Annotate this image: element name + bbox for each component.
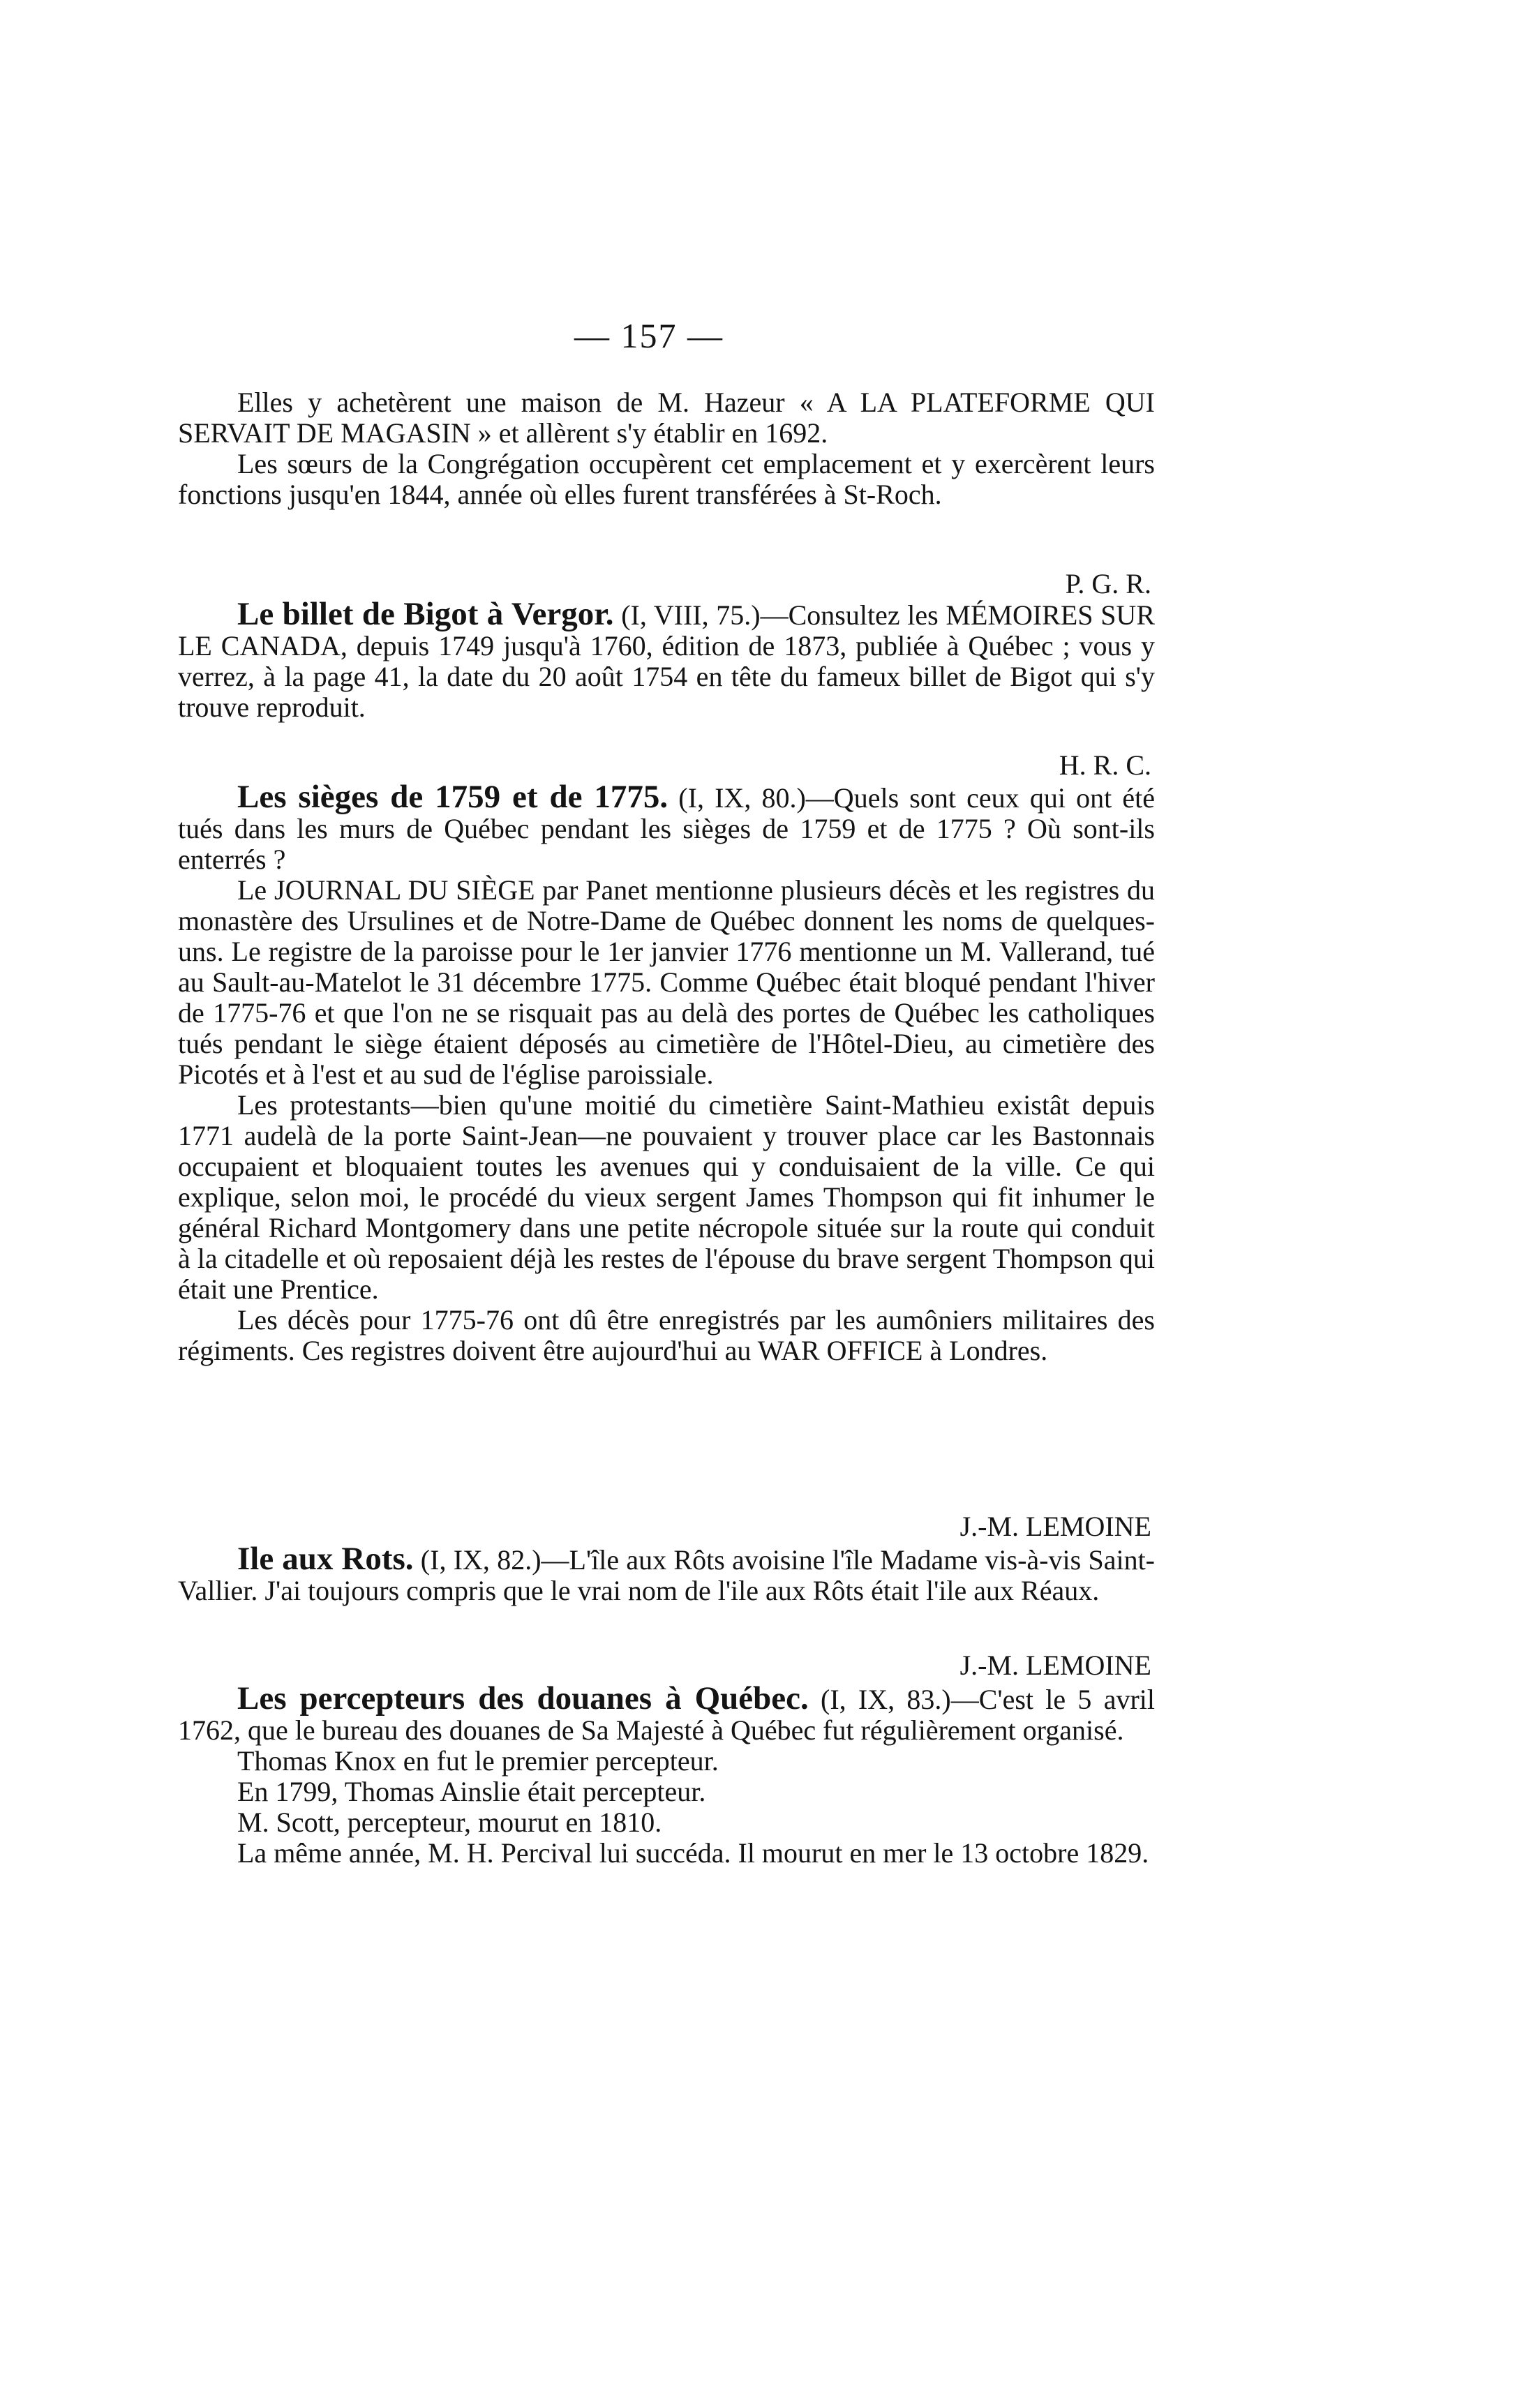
article-bigot — [178, 596, 1156, 723]
douanes-line-2: En 1799, Thomas Ainslie était percepteur. — [237, 1776, 706, 1807]
intro-section — [178, 387, 1155, 510]
signature-lemoine-2: J.-M. LEMOINE — [959, 1650, 1151, 1681]
article-douanes — [178, 1680, 1155, 1869]
douanes-line-4: La même année, M. H. Percival lui succéda. Il mourut en mer le 13 octobre 1829. — [237, 1837, 1149, 1869]
article-text-bigot: (I, VIII, 75.)—Consultez les MÉMOIRES SUR LE CANADA, depuis 1749 jusqu'à 1760, édition de 1873, publiée à Québec ; vous y verrez, à la page 41, la date du 20 août 1754 en tête du fameux billet de Bigot qui s'y trouve reproduit. — [178, 599, 1156, 723]
article-title-bigot: Le billet de Bigot à Vergor. — [237, 596, 614, 632]
article-ile-aux-rots — [178, 1543, 1155, 1606]
article-title-sieges: Les sièges de 1759 et de 1775. — [237, 779, 668, 815]
signature-pgr: P. G. R. — [1065, 568, 1151, 599]
intro-paragraph-2: Les sœurs de la Congrégation occupèrent cet emplacement et y exercèrent leurs fonctions jusqu'en 1844, année où elles furent transférées à St-Roch. — [178, 448, 1155, 510]
signature-lemoine-1: J.-M. LEMOINE — [959, 1511, 1151, 1542]
article-text-sieges: (I, IX, 80.)—Quels sont ceux qui ont été tués dans les murs de Québec pendant les sièges de 1759 et de 1775 ? Où sont-ils enterrés ? — [178, 782, 1156, 875]
signature-hrc: H. R. C. — [1059, 749, 1151, 781]
article-text-ile-aux-rots: (I, IX, 82.)—L'île aux Rôts avoisine l'île Madame vis-à-vis Saint-Vallier. J'ai toujours compris que le vrai nom de l'ile aux Rôts était l'ile aux Réaux. — [178, 1544, 1155, 1606]
article-sieges — [178, 779, 1156, 1366]
article-text-douanes: (I, IX, 83.)—C'est le 5 avril 1762, que le bureau des douanes de Sa Majesté à Québec fut régulièrement organisé. — [178, 1684, 1155, 1746]
article-title-douanes: Les percepteurs des douanes à Québec. — [237, 1680, 809, 1717]
sieges-paragraph-3: Les protestants—bien qu'une moitié du cimetière Saint-Mathieu existât depuis 1771 audelà de la porte Saint-Jean—ne pouvaient y trouver place car les Bastonnais occupaient et bloquaient toutes les avenues qui y conduisaient de la ville. Ce qui explique, selon moi, le procédé du vieux sergent James Thompson qui fit inhumer le général Richard Montgomery dans une petite nécropole située sur la route qui conduit à la citadelle et où reposaient déjà les restes de l'épouse du brave sergent Thompson qui était une Prentice. — [178, 1089, 1155, 1305]
sieges-paragraph-2: Le JOURNAL DU SIÈGE par Panet mentionne plusieurs décès et les registres du monastère des Ursulines et de Notre-Dame de Québec donnent les noms de quelques-uns. Le registre de la paroisse pour le 1er janvier 1776 mentionne un M. Vallerand, tué au Sault-au-Matelot le 31 décembre 1775. Comme Québec était bloqué pendant l'hiver de 1775-76 et que l'on ne se risquait pas au delà des portes de Québec les catholiques tués pendant le siège étaient déposés au cimetière de l'Hôtel-Dieu, au cimetière des Picotés et à l'est et au sud de l'église paroissiale. — [178, 874, 1155, 1090]
douanes-line-1: Thomas Knox en fut le premier percepteur. — [237, 1745, 719, 1777]
douanes-line-3: M. Scott, percepteur, mourut en 1810. — [237, 1807, 662, 1838]
page-number: — 157 — — [574, 316, 724, 355]
sieges-paragraph-4: Les décès pour 1775-76 ont dû être enregistrés par les aumôniers militaires des régiments. Ces registres doivent être aujourd'hui au WAR OFFICE à Londres. — [178, 1304, 1155, 1366]
article-title-ile-aux-rots: Ile aux Rots. — [237, 1541, 414, 1577]
intro-paragraph-1: Elles y achetèrent une maison de M. Hazeur « A LA PLATEFORME QUI SERVAIT DE MAGASIN » et allèrent s'y établir en 1692. — [178, 387, 1155, 449]
